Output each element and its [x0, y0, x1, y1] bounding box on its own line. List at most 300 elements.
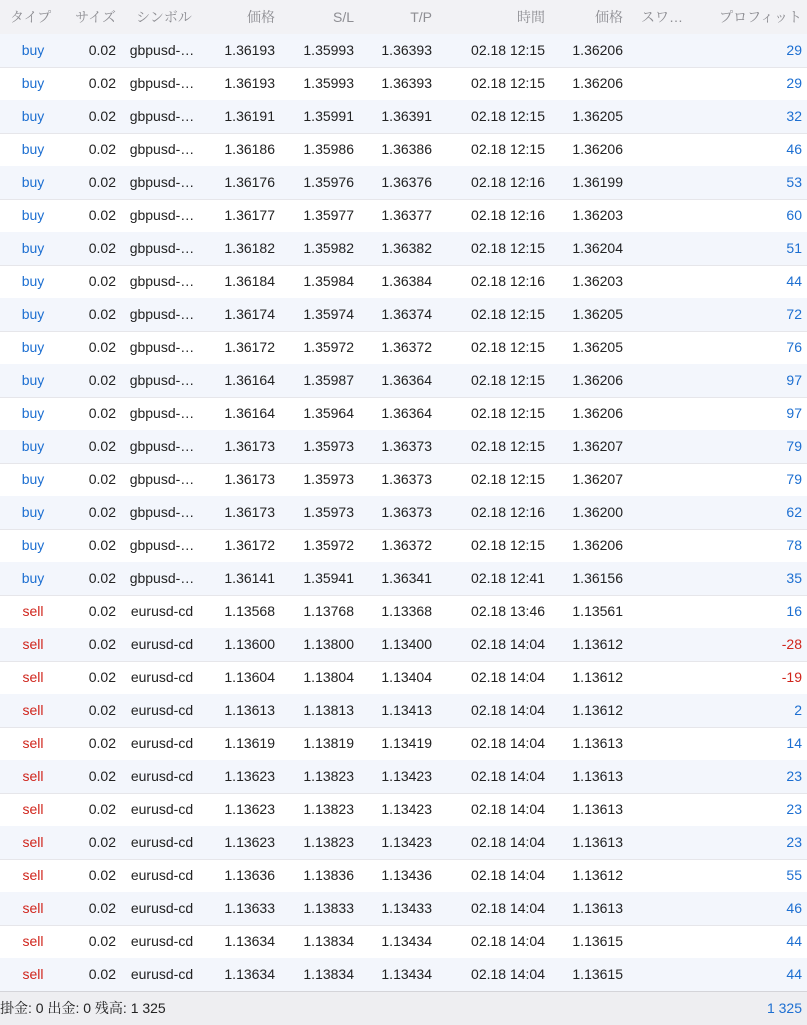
- time-cell: 02.18 14:04: [471, 966, 545, 982]
- total-profit: 1 325: [766, 1000, 802, 1016]
- header-swap[interactable]: スワ…: [641, 9, 683, 25]
- current-price-cell: 1.36206: [572, 537, 623, 553]
- profit-cell: 51: [786, 240, 802, 256]
- symbol-cell: gbpusd-…: [129, 42, 195, 58]
- current-price-cell: 1.36200: [572, 504, 623, 520]
- time-cell: 02.18 12:16: [471, 273, 545, 289]
- profit-cell: 97: [786, 405, 802, 421]
- time-cell: 02.18 12:16: [471, 207, 545, 223]
- time-cell: 02.18 12:15: [471, 339, 545, 355]
- type-cell: buy: [21, 141, 45, 157]
- size-cell: 0.02: [88, 966, 116, 982]
- table-header: [0, 0, 807, 35]
- time-cell: 02.18 12:15: [471, 240, 545, 256]
- symbol-cell: gbpusd-…: [129, 405, 195, 421]
- open-price-cell: 1.13619: [224, 735, 275, 751]
- open-price-cell: 1.36164: [224, 372, 275, 388]
- size-cell: 0.02: [88, 702, 116, 718]
- sl-cell: 1.13800: [303, 636, 354, 652]
- type-cell: buy: [21, 471, 45, 487]
- profit-cell: 23: [786, 768, 802, 784]
- size-cell: 0.02: [88, 735, 116, 751]
- profit-cell: 2: [794, 702, 802, 718]
- table-row[interactable]: [0, 397, 807, 431]
- symbol-cell: eurusd-cd: [130, 702, 194, 718]
- size-cell: 0.02: [88, 339, 116, 355]
- profit-cell: 46: [786, 141, 802, 157]
- type-cell: sell: [22, 768, 44, 784]
- table-row[interactable]: [0, 958, 807, 992]
- sl-cell: 1.13819: [303, 735, 354, 751]
- symbol-cell: eurusd-cd: [130, 636, 194, 652]
- header-symbol[interactable]: シンボル: [136, 9, 192, 25]
- table-row[interactable]: [0, 463, 807, 497]
- table-row[interactable]: [0, 826, 807, 860]
- type-cell: buy: [21, 42, 45, 58]
- type-cell: sell: [22, 966, 44, 982]
- symbol-cell: gbpusd-…: [129, 141, 195, 157]
- time-cell: 02.18 14:04: [471, 867, 545, 883]
- header-type[interactable]: タイプ: [10, 9, 52, 25]
- current-price-cell: 1.36156: [572, 570, 623, 586]
- table-row[interactable]: [0, 67, 807, 101]
- profit-cell: 60: [786, 207, 802, 223]
- tp-cell: 1.13423: [381, 801, 432, 817]
- current-price-cell: 1.36206: [572, 405, 623, 421]
- open-price-cell: 1.36141: [224, 570, 275, 586]
- open-price-cell: 1.36191: [224, 108, 275, 124]
- open-price-cell: 1.36172: [224, 537, 275, 553]
- open-price-cell: 1.13636: [224, 867, 275, 883]
- current-price-cell: 1.13615: [572, 933, 623, 949]
- tp-cell: 1.36377: [381, 207, 432, 223]
- current-price-cell: 1.36203: [572, 273, 623, 289]
- current-price-cell: 1.36207: [572, 471, 623, 487]
- table-row[interactable]: [0, 265, 807, 299]
- time-cell: 02.18 13:46: [471, 603, 545, 619]
- symbol-cell: gbpusd-…: [129, 108, 195, 124]
- time-cell: 02.18 12:15: [471, 372, 545, 388]
- tp-cell: 1.36373: [381, 504, 432, 520]
- time-cell: 02.18 12:15: [471, 108, 545, 124]
- type-cell: buy: [21, 504, 45, 520]
- profit-cell: -19: [781, 669, 802, 685]
- size-cell: 0.02: [88, 834, 116, 850]
- type-cell: buy: [21, 537, 45, 553]
- table-row[interactable]: [0, 793, 807, 827]
- tp-cell: 1.36372: [381, 537, 432, 553]
- time-cell: 02.18 14:04: [471, 702, 545, 718]
- open-price-cell: 1.36193: [224, 75, 275, 91]
- sl-cell: 1.13823: [303, 768, 354, 784]
- tp-cell: 1.13434: [381, 966, 432, 982]
- header-tp[interactable]: T/P: [410, 9, 432, 25]
- tp-cell: 1.36391: [381, 108, 432, 124]
- type-cell: buy: [21, 339, 45, 355]
- tp-cell: 1.36386: [381, 141, 432, 157]
- symbol-cell: eurusd-cd: [130, 735, 194, 751]
- open-price-cell: 1.13604: [224, 669, 275, 685]
- tp-cell: 1.13419: [381, 735, 432, 751]
- sl-cell: 1.35991: [303, 108, 354, 124]
- time-cell: 02.18 14:04: [471, 768, 545, 784]
- type-cell: buy: [21, 108, 45, 124]
- table-row[interactable]: [0, 34, 807, 68]
- header-time[interactable]: 時間: [517, 9, 545, 25]
- current-price-cell: 1.13613: [572, 735, 623, 751]
- table-row[interactable]: [0, 892, 807, 926]
- size-cell: 0.02: [88, 933, 116, 949]
- size-cell: 0.02: [88, 306, 116, 322]
- sl-cell: 1.35977: [303, 207, 354, 223]
- profit-cell: 44: [786, 966, 802, 982]
- tp-cell: 1.36341: [381, 570, 432, 586]
- open-price-cell: 1.13634: [224, 966, 275, 982]
- current-price-cell: 1.13561: [572, 603, 623, 619]
- time-cell: 02.18 14:04: [471, 834, 545, 850]
- tp-cell: 1.13434: [381, 933, 432, 949]
- size-cell: 0.02: [88, 42, 116, 58]
- open-price-cell: 1.36173: [224, 504, 275, 520]
- profit-cell: 53: [786, 174, 802, 190]
- sl-cell: 1.35973: [303, 504, 354, 520]
- profit-cell: 16: [786, 603, 802, 619]
- open-price-cell: 1.13613: [224, 702, 275, 718]
- type-cell: sell: [22, 834, 44, 850]
- current-price-cell: 1.13613: [572, 768, 623, 784]
- type-cell: sell: [22, 900, 44, 916]
- time-cell: 02.18 12:41: [471, 570, 545, 586]
- sl-cell: 1.13833: [303, 900, 354, 916]
- type-cell: buy: [21, 75, 45, 91]
- open-price-cell: 1.36164: [224, 405, 275, 421]
- profit-cell: 79: [786, 438, 802, 454]
- table-row[interactable]: [0, 694, 807, 728]
- header-current-price[interactable]: 価格: [595, 9, 623, 25]
- sl-cell: 1.35972: [303, 339, 354, 355]
- open-price-cell: 1.36186: [224, 141, 275, 157]
- sl-cell: 1.35987: [303, 372, 354, 388]
- symbol-cell: gbpusd-…: [129, 306, 195, 322]
- type-cell: sell: [22, 636, 44, 652]
- size-cell: 0.02: [88, 240, 116, 256]
- size-cell: 0.02: [88, 471, 116, 487]
- tp-cell: 1.36373: [381, 438, 432, 454]
- current-price-cell: 1.36206: [572, 75, 623, 91]
- open-price-cell: 1.13623: [224, 834, 275, 850]
- tp-cell: 1.36393: [381, 75, 432, 91]
- table-row[interactable]: [0, 628, 807, 662]
- symbol-cell: gbpusd-…: [129, 240, 195, 256]
- type-cell: buy: [21, 174, 45, 190]
- table-row[interactable]: [0, 661, 807, 695]
- header-size[interactable]: サイズ: [75, 9, 116, 25]
- symbol-cell: gbpusd-…: [129, 273, 195, 289]
- size-cell: 0.02: [88, 603, 116, 619]
- time-cell: 02.18 12:15: [471, 141, 545, 157]
- type-cell: sell: [22, 801, 44, 817]
- table-row[interactable]: [0, 925, 807, 959]
- profit-cell: 29: [786, 42, 802, 58]
- symbol-cell: gbpusd-…: [129, 174, 195, 190]
- table-row[interactable]: [0, 562, 807, 596]
- time-cell: 02.18 12:15: [471, 75, 545, 91]
- current-price-cell: 1.36206: [572, 372, 623, 388]
- profit-cell: 55: [786, 867, 802, 883]
- profit-cell: 29: [786, 75, 802, 91]
- profit-cell: 76: [786, 339, 802, 355]
- open-price-cell: 1.13633: [224, 900, 275, 916]
- sl-cell: 1.13836: [303, 867, 354, 883]
- time-cell: 02.18 14:04: [471, 636, 545, 652]
- type-cell: sell: [22, 603, 44, 619]
- table-row[interactable]: [0, 727, 807, 761]
- tp-cell: 1.36382: [381, 240, 432, 256]
- type-cell: buy: [21, 306, 45, 322]
- profit-cell: 35: [786, 570, 802, 586]
- time-cell: 02.18 12:16: [471, 174, 545, 190]
- current-price-cell: 1.13612: [572, 867, 623, 883]
- tp-cell: 1.36373: [381, 471, 432, 487]
- current-price-cell: 1.36205: [572, 339, 623, 355]
- open-price-cell: 1.13634: [224, 933, 275, 949]
- sl-cell: 1.35973: [303, 438, 354, 454]
- symbol-cell: gbpusd-…: [129, 438, 195, 454]
- profit-cell: 32: [786, 108, 802, 124]
- open-price-cell: 1.36184: [224, 273, 275, 289]
- sl-cell: 1.35984: [303, 273, 354, 289]
- open-price-cell: 1.36173: [224, 471, 275, 487]
- current-price-cell: 1.13613: [572, 801, 623, 817]
- sl-cell: 1.35982: [303, 240, 354, 256]
- table-row[interactable]: [0, 199, 807, 233]
- type-cell: buy: [21, 570, 45, 586]
- type-cell: sell: [22, 867, 44, 883]
- size-cell: 0.02: [88, 636, 116, 652]
- profit-cell: 97: [786, 372, 802, 388]
- table-row[interactable]: [0, 232, 807, 266]
- symbol-cell: eurusd-cd: [130, 933, 194, 949]
- open-price-cell: 1.36174: [224, 306, 275, 322]
- symbol-cell: eurusd-cd: [130, 966, 194, 982]
- type-cell: sell: [22, 933, 44, 949]
- tp-cell: 1.36384: [381, 273, 432, 289]
- time-cell: 02.18 14:04: [471, 933, 545, 949]
- type-cell: buy: [21, 240, 45, 256]
- symbol-cell: gbpusd-…: [129, 372, 195, 388]
- table-row[interactable]: [0, 760, 807, 794]
- sl-cell: 1.35986: [303, 141, 354, 157]
- open-price-cell: 1.13568: [224, 603, 275, 619]
- size-cell: 0.02: [88, 174, 116, 190]
- current-price-cell: 1.36203: [572, 207, 623, 223]
- size-cell: 0.02: [88, 273, 116, 289]
- tp-cell: 1.36372: [381, 339, 432, 355]
- profit-cell: 78: [786, 537, 802, 553]
- size-cell: 0.02: [88, 537, 116, 553]
- current-price-cell: 1.13612: [572, 636, 623, 652]
- symbol-cell: gbpusd-…: [129, 537, 195, 553]
- sl-cell: 1.13823: [303, 834, 354, 850]
- open-price-cell: 1.13600: [224, 636, 275, 652]
- tp-cell: 1.13423: [381, 768, 432, 784]
- size-cell: 0.02: [88, 504, 116, 520]
- symbol-cell: eurusd-cd: [130, 801, 194, 817]
- time-cell: 02.18 14:04: [471, 900, 545, 916]
- open-price-cell: 1.13623: [224, 801, 275, 817]
- size-cell: 0.02: [88, 867, 116, 883]
- current-price-cell: 1.13612: [572, 669, 623, 685]
- type-cell: sell: [22, 702, 44, 718]
- type-cell: buy: [21, 207, 45, 223]
- size-cell: 0.02: [88, 405, 116, 421]
- sl-cell: 1.13804: [303, 669, 354, 685]
- profit-cell: 44: [786, 933, 802, 949]
- open-price-cell: 1.13623: [224, 768, 275, 784]
- sl-cell: 1.35941: [303, 570, 354, 586]
- time-cell: 02.18 12:15: [471, 471, 545, 487]
- symbol-cell: gbpusd-…: [129, 504, 195, 520]
- type-cell: buy: [21, 372, 45, 388]
- symbol-cell: gbpusd-…: [129, 339, 195, 355]
- symbol-cell: eurusd-cd: [130, 603, 194, 619]
- tp-cell: 1.36393: [381, 42, 432, 58]
- table-row[interactable]: [0, 331, 807, 365]
- type-cell: buy: [21, 405, 45, 421]
- time-cell: 02.18 14:04: [471, 735, 545, 751]
- table-row[interactable]: [0, 529, 807, 563]
- symbol-cell: eurusd-cd: [130, 834, 194, 850]
- sl-cell: 1.35964: [303, 405, 354, 421]
- header-sl[interactable]: S/L: [332, 9, 354, 25]
- type-cell: sell: [22, 735, 44, 751]
- table-row[interactable]: [0, 595, 807, 629]
- current-price-cell: 1.13613: [572, 900, 623, 916]
- current-price-cell: 1.13613: [572, 834, 623, 850]
- size-cell: 0.02: [88, 438, 116, 454]
- table-row[interactable]: [0, 496, 807, 530]
- symbol-cell: gbpusd-…: [129, 570, 195, 586]
- current-price-cell: 1.36199: [572, 174, 623, 190]
- symbol-cell: eurusd-cd: [130, 669, 194, 685]
- table-row[interactable]: [0, 298, 807, 332]
- current-price-cell: 1.36205: [572, 306, 623, 322]
- size-cell: 0.02: [88, 75, 116, 91]
- current-price-cell: 1.36204: [572, 240, 623, 256]
- symbol-cell: gbpusd-…: [129, 75, 195, 91]
- tp-cell: 1.13368: [381, 603, 432, 619]
- profit-cell: 23: [786, 834, 802, 850]
- account-footer: [0, 991, 807, 1025]
- time-cell: 02.18 14:04: [471, 669, 545, 685]
- sl-cell: 1.35972: [303, 537, 354, 553]
- time-cell: 02.18 12:15: [471, 405, 545, 421]
- symbol-cell: gbpusd-…: [129, 207, 195, 223]
- open-price-cell: 1.36193: [224, 42, 275, 58]
- account-summary: 掛金: 0 出金: 0 残高: 1 325: [0, 1000, 166, 1016]
- size-cell: 0.02: [88, 372, 116, 388]
- time-cell: 02.18 12:15: [471, 306, 545, 322]
- table-row[interactable]: [0, 133, 807, 167]
- sl-cell: 1.13768: [303, 603, 354, 619]
- sl-cell: 1.35974: [303, 306, 354, 322]
- sl-cell: 1.13834: [303, 933, 354, 949]
- time-cell: 02.18 12:15: [471, 438, 545, 454]
- current-price-cell: 1.13612: [572, 702, 623, 718]
- symbol-cell: gbpusd-…: [129, 471, 195, 487]
- open-price-cell: 1.36173: [224, 438, 275, 454]
- size-cell: 0.02: [88, 207, 116, 223]
- type-cell: buy: [21, 273, 45, 289]
- sl-cell: 1.35973: [303, 471, 354, 487]
- type-cell: buy: [21, 438, 45, 454]
- current-price-cell: 1.36206: [572, 42, 623, 58]
- current-price-cell: 1.13615: [572, 966, 623, 982]
- size-cell: 0.02: [88, 141, 116, 157]
- tp-cell: 1.13400: [381, 636, 432, 652]
- tp-cell: 1.13413: [381, 702, 432, 718]
- profit-cell: 44: [786, 273, 802, 289]
- time-cell: 02.18 12:16: [471, 504, 545, 520]
- table-row[interactable]: [0, 100, 807, 134]
- profit-cell: 72: [786, 306, 802, 322]
- open-price-cell: 1.36176: [224, 174, 275, 190]
- tp-cell: 1.36364: [381, 372, 432, 388]
- header-price[interactable]: 価格: [247, 9, 275, 25]
- header-profit[interactable]: プロフィット: [719, 9, 802, 25]
- table-row[interactable]: [0, 430, 807, 464]
- open-price-cell: 1.36182: [224, 240, 275, 256]
- table-row[interactable]: [0, 166, 807, 200]
- current-price-cell: 1.36206: [572, 141, 623, 157]
- tp-cell: 1.36364: [381, 405, 432, 421]
- current-price-cell: 1.36207: [572, 438, 623, 454]
- type-cell: sell: [22, 669, 44, 685]
- size-cell: 0.02: [88, 669, 116, 685]
- symbol-cell: eurusd-cd: [130, 900, 194, 916]
- table-row[interactable]: [0, 859, 807, 893]
- table-row[interactable]: [0, 364, 807, 398]
- sl-cell: 1.35993: [303, 75, 354, 91]
- tp-cell: 1.36374: [381, 306, 432, 322]
- sl-cell: 1.13834: [303, 966, 354, 982]
- profit-cell: 23: [786, 801, 802, 817]
- sl-cell: 1.13813: [303, 702, 354, 718]
- profit-cell: 62: [786, 504, 802, 520]
- time-cell: 02.18 12:15: [471, 537, 545, 553]
- time-cell: 02.18 14:04: [471, 801, 545, 817]
- tp-cell: 1.13433: [381, 900, 432, 916]
- symbol-cell: eurusd-cd: [130, 768, 194, 784]
- open-price-cell: 1.36177: [224, 207, 275, 223]
- open-price-cell: 1.36172: [224, 339, 275, 355]
- tp-cell: 1.13436: [381, 867, 432, 883]
- profit-cell: 14: [786, 735, 802, 751]
- symbol-cell: eurusd-cd: [130, 867, 194, 883]
- time-cell: 02.18 12:15: [471, 42, 545, 58]
- sl-cell: 1.35976: [303, 174, 354, 190]
- profit-cell: -28: [781, 636, 802, 652]
- profit-cell: 79: [786, 471, 802, 487]
- sl-cell: 1.13823: [303, 801, 354, 817]
- tp-cell: 1.36376: [381, 174, 432, 190]
- size-cell: 0.02: [88, 900, 116, 916]
- current-price-cell: 1.36205: [572, 108, 623, 124]
- size-cell: 0.02: [88, 768, 116, 784]
- profit-cell: 46: [786, 900, 802, 916]
- sl-cell: 1.35993: [303, 42, 354, 58]
- tp-cell: 1.13404: [381, 669, 432, 685]
